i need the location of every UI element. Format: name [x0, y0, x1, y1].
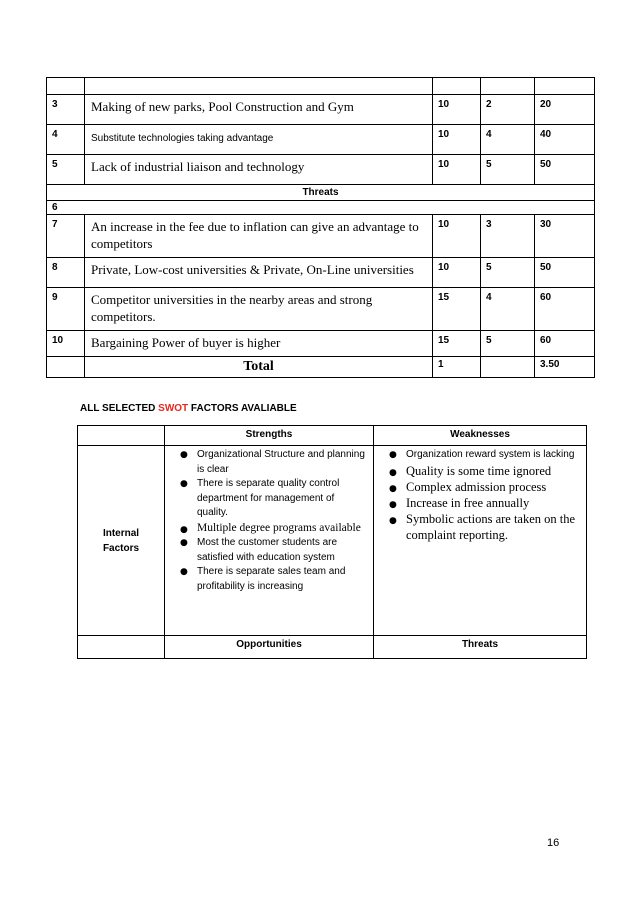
- rating-cell: 5: [481, 155, 535, 185]
- table-row: [47, 331, 595, 357]
- threats-header: Threats: [374, 636, 587, 659]
- table-row: [47, 95, 595, 125]
- score-cell: 40: [535, 125, 595, 155]
- total-row: [47, 357, 595, 378]
- rating-cell: 2: [481, 95, 535, 125]
- swot-table: [77, 425, 587, 659]
- score-cell: 60: [535, 331, 595, 357]
- rating-cell: 5: [481, 258, 535, 288]
- swot-title-part1: ALL SELECTED: [80, 403, 159, 414]
- score-cell: 50: [535, 258, 595, 288]
- list-item: [180, 536, 367, 565]
- list-item: [180, 565, 367, 594]
- score-cell: 20: [535, 95, 595, 125]
- weight-cell: 10: [433, 125, 481, 155]
- table-row: [47, 258, 595, 288]
- row-number: 9: [47, 288, 85, 331]
- list-item-text: Organizational Structure and planning is clear: [197, 449, 365, 475]
- list-item-text: Multiple degree programs available: [197, 521, 361, 534]
- row-number: 8: [47, 258, 85, 288]
- weaknesses-list: [380, 448, 580, 543]
- list-item: [180, 477, 367, 521]
- list-item-text: There is separate sales team and profitability is increasing: [197, 566, 346, 592]
- bullet-icon: ●: [180, 524, 188, 535]
- row-number: 5: [47, 155, 85, 185]
- weight-cell: 10: [433, 155, 481, 185]
- strengths-list: [171, 448, 367, 594]
- internal-factors-row: [78, 446, 587, 636]
- bullet-icon: ●: [389, 515, 397, 526]
- bullet-icon: ●: [180, 537, 188, 548]
- table-row: [47, 215, 595, 258]
- bullet-icon: ●: [180, 450, 188, 460]
- table-cell: [481, 78, 535, 95]
- weaknesses-cell: [374, 446, 587, 636]
- list-item-text: Quality is some time ignored: [406, 463, 552, 478]
- strengths-cell: [165, 446, 374, 636]
- list-item-text: There is separate quality control department for management of quality.: [197, 478, 340, 519]
- table-cell: [47, 78, 85, 95]
- page-number: 16: [547, 837, 560, 849]
- weight-cell: 15: [433, 331, 481, 357]
- threats-heading: Threats: [47, 185, 595, 201]
- row-number: 4: [47, 125, 85, 155]
- bullet-icon: ●: [180, 567, 188, 578]
- total-score: 3.50: [535, 357, 595, 378]
- bullet-icon: ●: [389, 483, 397, 494]
- factor-text: Bargaining Power of buyer is higher: [85, 331, 433, 357]
- factor-evaluation-table: [46, 77, 595, 378]
- list-item-text: Increase in free annually: [406, 495, 530, 510]
- rating-cell: 4: [481, 125, 535, 155]
- weight-cell: 10: [433, 95, 481, 125]
- factor-text: Private, Low-cost universities & Private, On-Line universities: [85, 258, 433, 288]
- bullet-icon: ●: [180, 479, 188, 490]
- row-number: 10: [47, 331, 85, 357]
- factor-text: Making of new parks, Pool Construction and Gym: [85, 95, 433, 125]
- table-cell: [47, 357, 85, 378]
- table-cell: [481, 357, 535, 378]
- row-number: 6: [47, 201, 595, 215]
- weight-cell: 10: [433, 258, 481, 288]
- swot-title-part2: FACTORS AVALIABLE: [188, 403, 297, 414]
- swot-footer-row: [78, 636, 587, 659]
- table-cell: [85, 78, 433, 95]
- score-cell: 60: [535, 288, 595, 331]
- list-item: [389, 479, 580, 495]
- factor-text: Competitor universities in the nearby areas and strong competitors.: [85, 288, 433, 331]
- table-row: [47, 288, 595, 331]
- strengths-header: Strengths: [165, 426, 374, 446]
- list-item: [389, 463, 580, 479]
- swot-header-row: [78, 426, 587, 446]
- swot-title-highlight: SWOT: [158, 403, 189, 414]
- list-item: [389, 511, 580, 543]
- list-item-text: Complex admission process: [406, 479, 547, 494]
- factor-text: Substitute technologies taking advantage: [85, 125, 433, 155]
- table-cell: [535, 78, 595, 95]
- weight-cell: 15: [433, 288, 481, 331]
- weaknesses-header: Weaknesses: [374, 426, 587, 446]
- table-row: [47, 155, 595, 185]
- bullet-icon: ●: [389, 450, 397, 460]
- row-number: 7: [47, 215, 85, 258]
- opportunities-header: Opportunities: [165, 636, 374, 659]
- score-cell: 30: [535, 215, 595, 258]
- table-cell: [78, 636, 165, 659]
- list-item-text: Most the customer students are satisfied with education system: [197, 536, 338, 563]
- weight-cell: 10: [433, 215, 481, 258]
- score-cell: 50: [535, 155, 595, 185]
- bullet-icon: ●: [389, 499, 397, 510]
- list-item: [389, 448, 580, 463]
- table-row: [47, 78, 595, 95]
- total-weight: 1: [433, 357, 481, 378]
- table-row: [47, 125, 595, 155]
- bullet-icon: ●: [389, 467, 397, 478]
- list-item-text: Organization reward system is lacking: [406, 449, 575, 460]
- list-item-text: Symbolic actions are taken on the complaint reporting.: [406, 511, 576, 542]
- swot-section-title: [80, 403, 297, 414]
- rating-cell: 5: [481, 331, 535, 357]
- table-cell: [78, 426, 165, 446]
- internal-factors-label: Internal Factors: [78, 446, 165, 636]
- rating-cell: 4: [481, 288, 535, 331]
- list-item: [389, 495, 580, 511]
- list-item: [180, 521, 367, 536]
- table-cell: [433, 78, 481, 95]
- factor-text: An increase in the fee due to inflation can give an advantage to competitors: [85, 215, 433, 258]
- table-row: [47, 201, 595, 215]
- threats-heading-row: [47, 185, 595, 201]
- list-item: [180, 448, 367, 477]
- total-label: Total: [85, 357, 433, 378]
- factor-text: Lack of industrial liaison and technology: [85, 155, 433, 185]
- rating-cell: 3: [481, 215, 535, 258]
- row-number: 3: [47, 95, 85, 125]
